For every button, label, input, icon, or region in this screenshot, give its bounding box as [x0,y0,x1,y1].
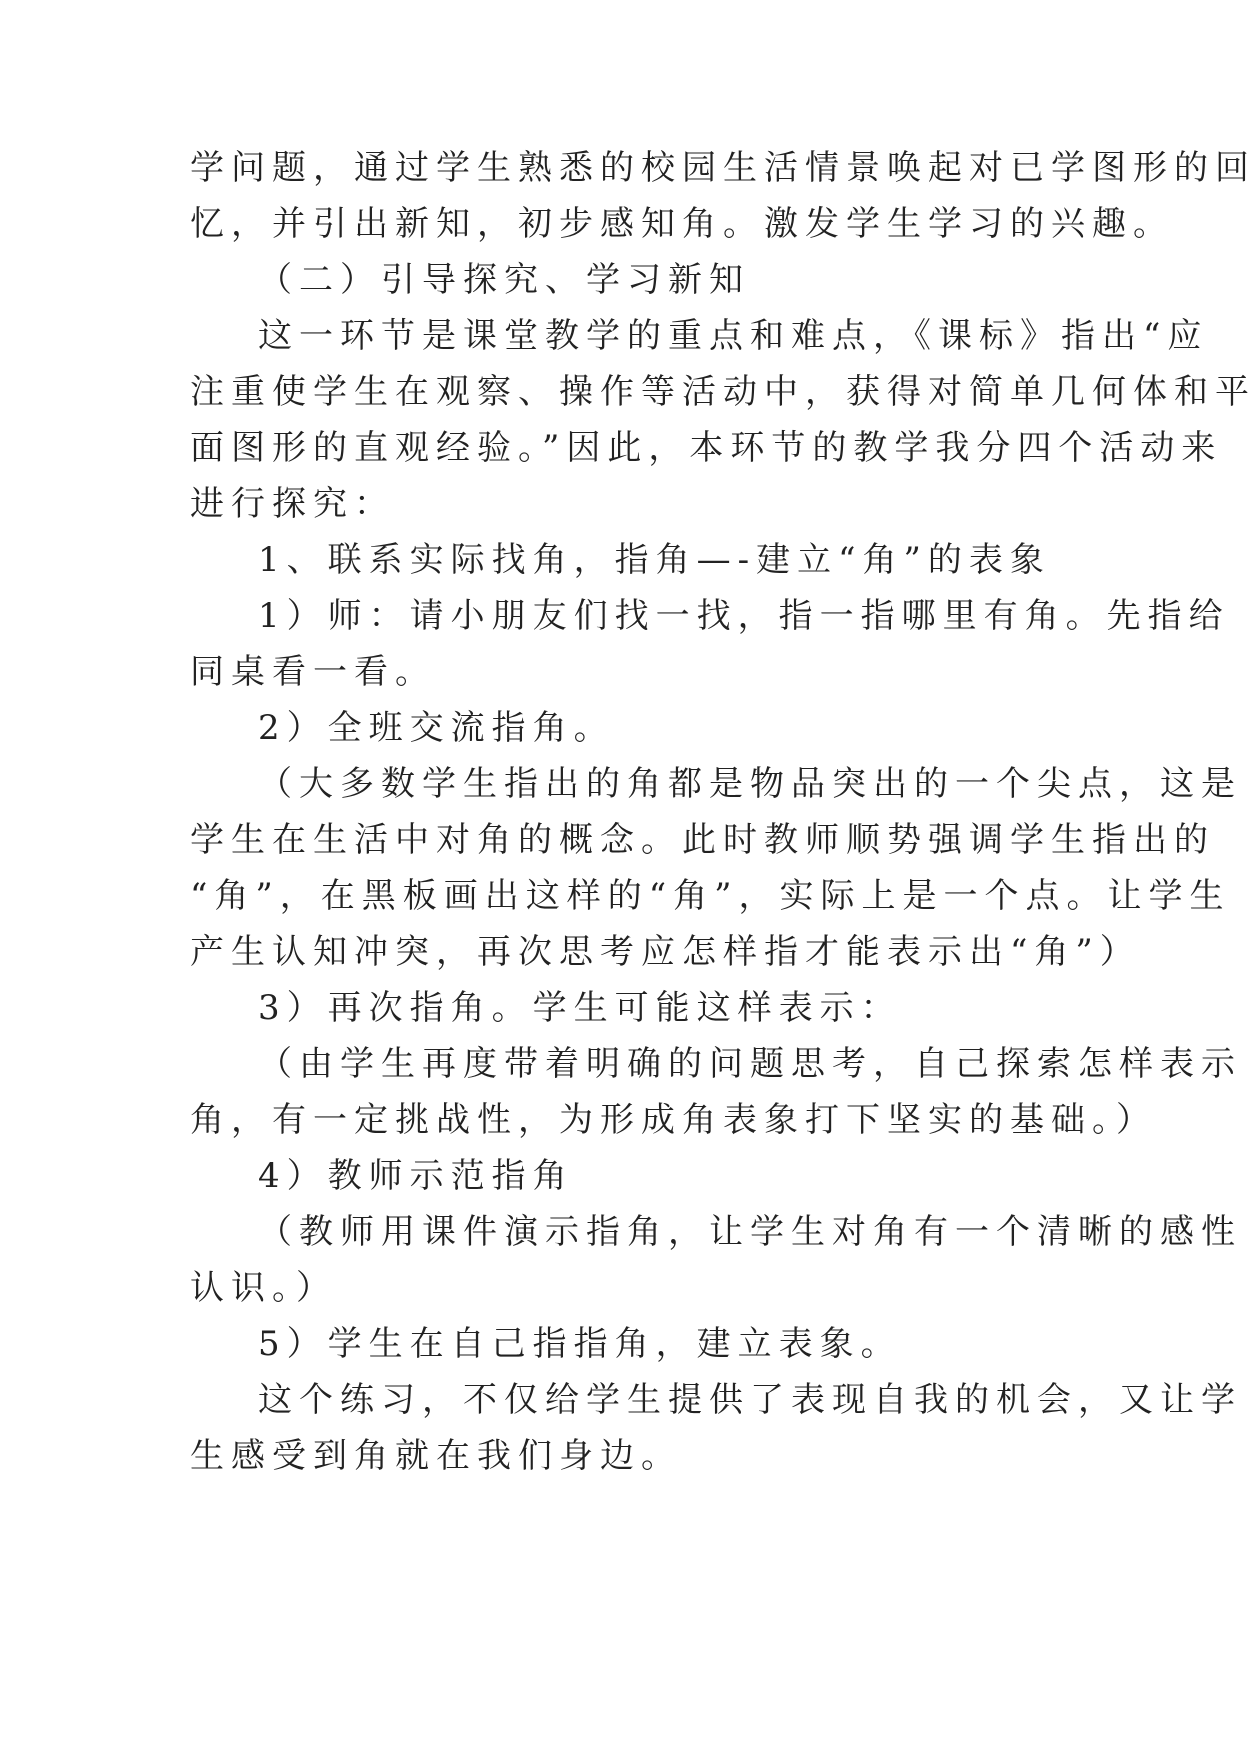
text-line: 忆，并引出新知，初步感知角。激发学生学习的兴趣。 [190,204,1174,244]
text-line: （教师用课件演示指角，让学生对角有一个清晰的感性 [258,1212,1242,1252]
text-line: 1）师：请小朋友们找一找，指一指哪里有角。先指给 [258,596,1230,636]
text-line: 生感受到角就在我们身边。 [190,1436,682,1476]
text-line: 同桌看一看。 [190,652,436,692]
text-line: 学问题，通过学生熟悉的校园生活情景唤起对已学图形的回 [190,148,1256,188]
text-line: 认识。） [190,1268,337,1308]
text-line: 这个练习，不仅给学生提供了表现自我的机会，又让学 [258,1380,1242,1420]
text-line: 4）教师示范指角 [258,1156,574,1196]
text-line: 3）再次指角。学生可能这样表示： [258,988,902,1028]
text-line: 5）学生在自己指指角，建立表象。 [258,1324,902,1364]
text-line: （大多数学生指出的角都是物品突出的一个尖点，这是 [258,764,1242,804]
text-line: 学生在生活中对角的概念。此时教师顺势强调学生指出的 [190,820,1215,860]
text-line: 这一环节是课堂教学的重点和难点，《课标》指出“应 [258,316,1209,356]
text-line: 角，有一定挑战性，为形成角表象打下坚实的基础。） [190,1100,1157,1140]
text-line: 产生认知冲突，再次思考应怎样指才能表示出“角”） [190,932,1141,972]
text-line: （由学生再度带着明确的问题思考，自己探索怎样表示 [258,1044,1242,1084]
text-line: “角”，在黑板画出这样的“角”，实际上是一个点。让学生 [190,876,1231,916]
subsection-heading: 1、联系实际找角，指角—-建立“角”的表象 [258,540,1051,580]
text-line: 注重使学生在观察、操作等活动中，获得对简单几何体和平 [190,372,1256,412]
text-line: 2）全班交流指角。 [258,708,615,748]
text-line: 面图形的直观经验。”因此，本环节的教学我分四个活动来 [190,428,1223,468]
text-line: 进行探究： [190,484,395,524]
section-heading: （二）引导探究、学习新知 [258,260,750,300]
